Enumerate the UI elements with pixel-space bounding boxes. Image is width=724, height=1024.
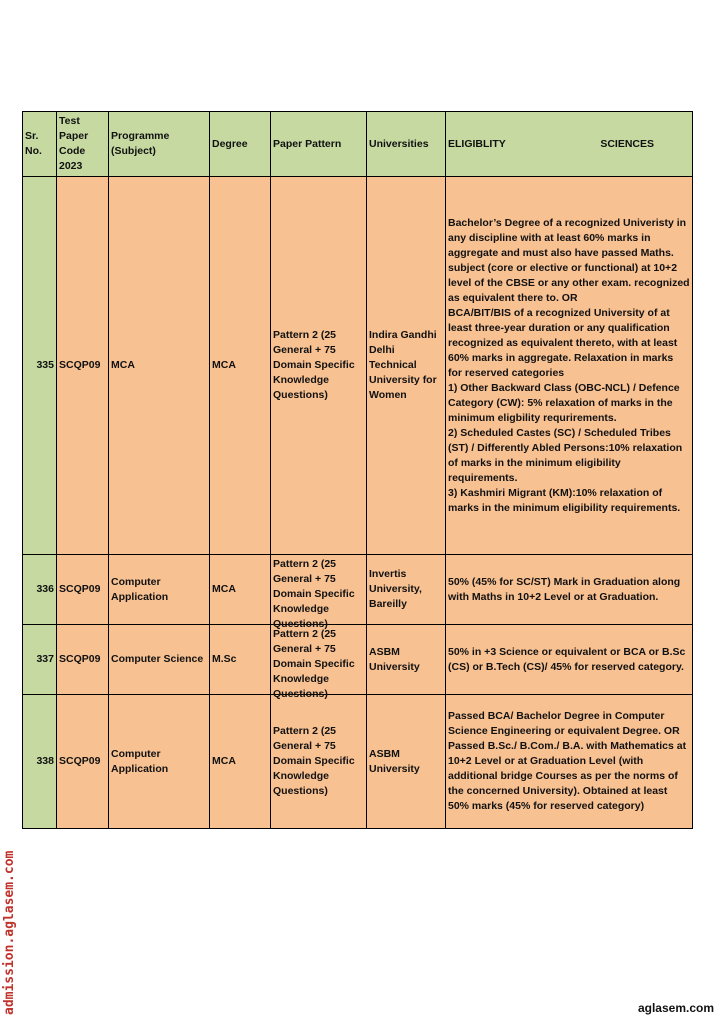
header-eligibility <box>446 112 693 177</box>
header-section-label: SCIENCES <box>600 137 654 150</box>
header-test-paper-code: Test Paper Code 2023 <box>57 112 109 177</box>
university-cell: ASBM University <box>367 625 446 695</box>
university-cell: Invertis University, Bareilly <box>367 555 446 625</box>
paper-pattern-cell: Pattern 2 (25 General + 75 Domain Specific Knowledge Questions) <box>271 695 367 829</box>
header-programme: Programme (Subject) <box>109 112 210 177</box>
eligibility-cell: 50% (45% for SC/ST) Mark in Graduation along with Maths in 10+2 Level or at Graduation. <box>446 555 693 625</box>
side-watermark <box>2 830 18 1015</box>
header-universities: Universities <box>367 112 446 177</box>
programme-cell: Computer Science <box>109 625 210 695</box>
watermark-text: admission.aglasem.com <box>2 850 17 1015</box>
paper-pattern-text: Pattern 2 (25 General + 75 Domain Specific Knowledge Questions) <box>273 628 355 700</box>
eligibility-cell: Passed BCA/ Bachelor Degree in Computer Science Engineering or equivalent Degree. OR Passed B.Sc./ B.Com./ B.A. with Mathematics at 10+2 Level or at Graduation Level (with additional bridge Courses as per the norms of the concerned University). Obtained at least 50% marks (45% for reserved category) <box>446 695 693 829</box>
test-code-cell: SCQP09 <box>57 177 109 555</box>
paper-pattern-text: Pattern 2 (25 General + 75 Domain Specific Knowledge Questions) <box>273 558 355 630</box>
paper-pattern-cell: Pattern 2 (25 General + 75 Domain Specific Knowledge Questions) <box>271 177 367 555</box>
header-eligibility-label: ELIGIBLITY <box>448 137 506 150</box>
sr-no-cell: 336 <box>23 555 57 625</box>
sr-no-cell: 338 <box>23 695 57 829</box>
eligibility-cell: 50% in +3 Science or equivalent or BCA or B.Sc (CS) or B.Tech (CS)/ 45% for reserved category. <box>446 625 693 695</box>
sr-no-cell: 335 <box>23 177 57 555</box>
test-code-cell: SCQP09 <box>57 695 109 829</box>
test-code-cell: SCQP09 <box>57 555 109 625</box>
sr-no-cell: 337 <box>23 625 57 695</box>
degree-cell: MCA <box>210 555 271 625</box>
programme-cell: Computer Application <box>109 555 210 625</box>
programme-cell: MCA <box>109 177 210 555</box>
degree-cell: MCA <box>210 695 271 829</box>
table-row <box>23 177 693 555</box>
table-header-row <box>23 112 693 177</box>
header-paper-pattern: Paper Pattern <box>271 112 367 177</box>
eligibility-cell: Bachelor’s Degree of a recognized Univeristy in any discipline with at least 60% marks in aggregate and must also have passed Maths. subject (core or elective or functional) at 10+2 level of the CBSE or any other exam. recognized as equivalent there to. OR BCA/BIT/BIS of a recognized University of at least three-year duration or any qualification recognized as equivalent thereto, with at least 60% marks in aggregate. Relaxation in marks for reserved categories 1) Other Backward Class (OBC-NCL) / Defence Category (CW): 5% relaxation of marks in the minimum eligbility requrirements. 2) Scheduled Castes (SC) / Scheduled Tribes (ST) / Differently Abled Persons:10% relaxation of marks in the minimum eligibility requirements. 3) Kashmiri Migrant (KM):10% relaxation of marks in the minimum eligibility requirements. <box>446 177 693 555</box>
header-sr-no: Sr. No. <box>23 112 57 177</box>
paper-pattern-cell <box>271 625 367 700</box>
university-cell: Indira Gandhi Delhi Technical University for Women <box>367 177 446 555</box>
header-degree: Degree <box>210 112 271 177</box>
degree-cell: M.Sc <box>210 625 271 695</box>
degree-cell: MCA <box>210 177 271 555</box>
test-code-cell: SCQP09 <box>57 625 109 695</box>
university-cell: ASBM University <box>367 695 446 829</box>
table-row <box>23 555 693 625</box>
eligibility-table <box>22 111 693 829</box>
table-row <box>23 625 693 695</box>
programme-cell: Computer Application <box>109 695 210 829</box>
footer-brand: aglasem.com <box>637 1001 714 1015</box>
table-row <box>23 695 693 829</box>
paper-pattern-cell <box>271 555 367 630</box>
